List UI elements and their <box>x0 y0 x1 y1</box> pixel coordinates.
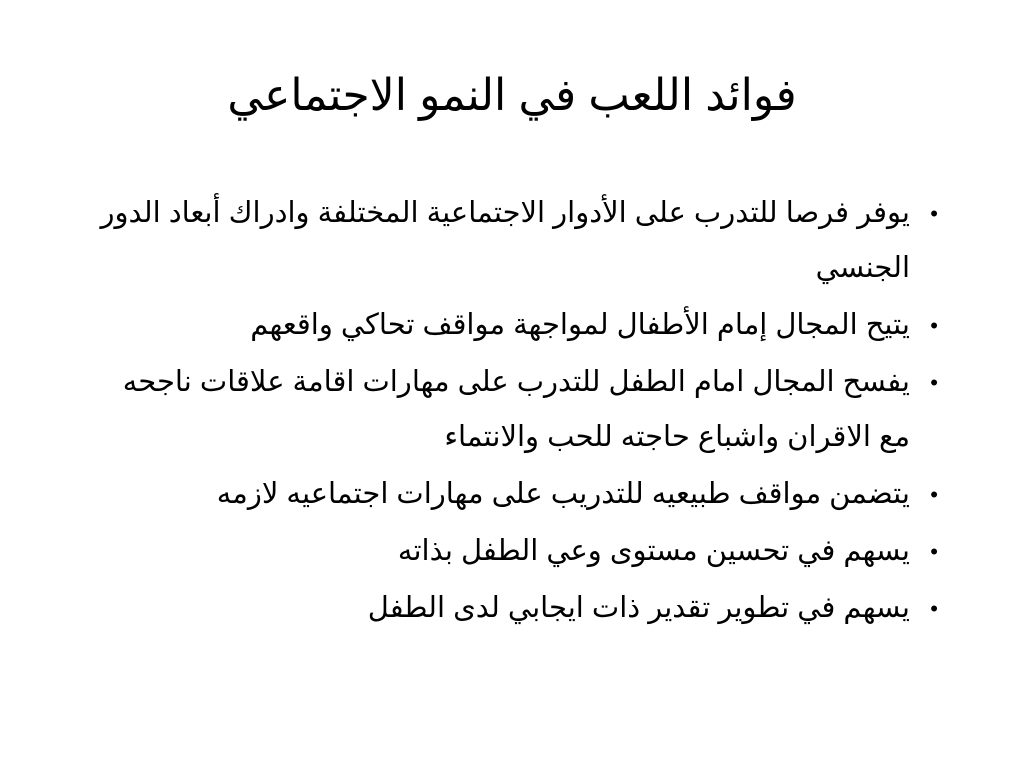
bullet-text: يتضمن مواقف طبيعيه للتدريب على مهارات اجتماعيه لازمه <box>216 478 910 510</box>
bullet-text: يسهم في تحسين مستوى وعي الطفل بذاته <box>397 535 910 567</box>
slide-title: فوائد اللعب في النمو الاجتماعي <box>227 71 797 120</box>
bullet-item <box>96 186 944 296</box>
bullet-text: يفسح المجال امام الطفل للتدرب على مهارات اقامة علاقات ناجحه مع الاقران واشباع حاجته للحب والانتماء <box>122 366 910 453</box>
bullet-text: يوفر فرصا للتدرب على الأدوار الاجتماعية المختلفة وادراك أبعاد الدور الجنسي <box>100 197 910 284</box>
bullet-dot-icon: • <box>930 482 938 507</box>
bullet-dot-icon: • <box>930 539 938 564</box>
bullet-item <box>96 467 944 522</box>
bullet-item <box>96 581 944 636</box>
bullet-list <box>96 186 944 638</box>
bullet-dot-icon: • <box>930 596 938 621</box>
bullet-dot-icon: • <box>930 313 938 338</box>
bullet-dot-icon: • <box>930 370 938 395</box>
bullet-item <box>96 524 944 579</box>
bullet-item <box>96 298 944 353</box>
bullet-text: يتيح المجال إمام الأطفال لمواجهة مواقف تحاكي واقعهم <box>250 309 910 341</box>
bullet-item <box>96 355 944 465</box>
bullet-dot-icon: • <box>930 201 938 226</box>
bullet-text: يسهم في تطوير تقدير ذات ايجابي لدى الطفل <box>367 592 910 624</box>
